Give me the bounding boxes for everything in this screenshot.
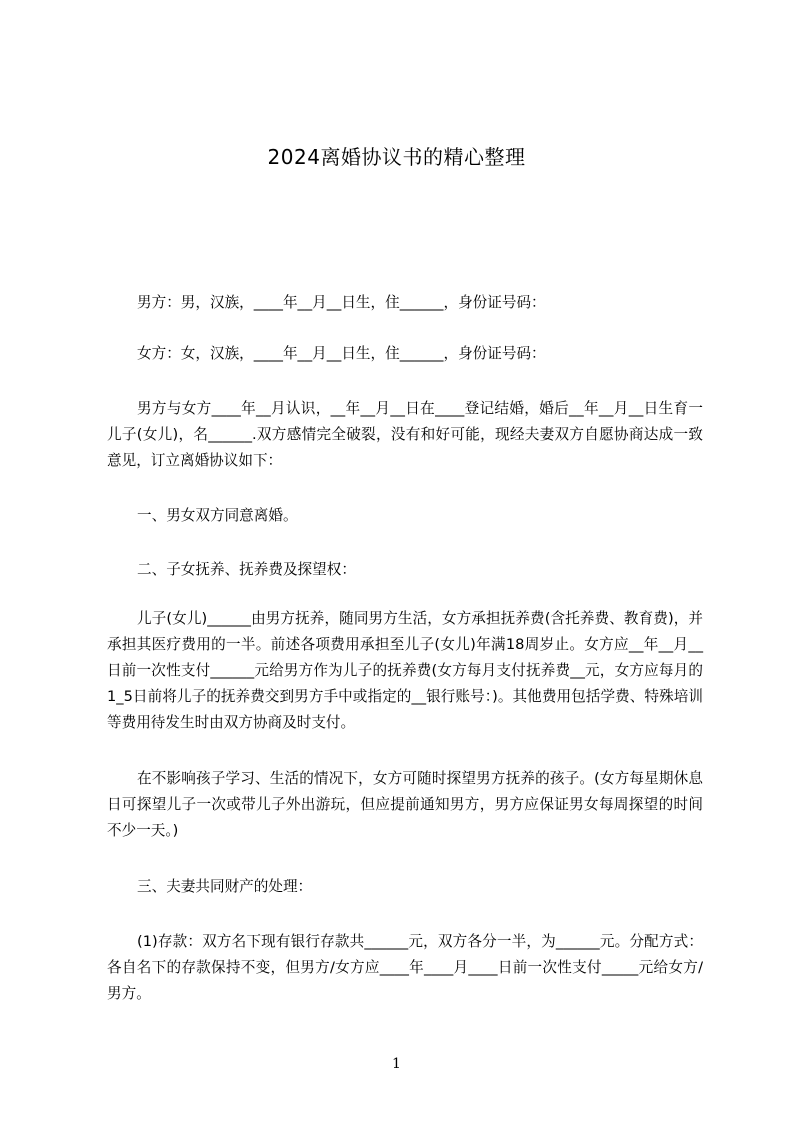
paragraph-savings-division: (1)存款：双方名下现有银行存款共______元，双方各分一半，为______元。分配方式：各自名下的存款保持不变，但男方/女方应____年____月____日前一次性支付_____元给女方/男方。 bbox=[107, 933, 703, 1002]
paragraph-marriage-background: 男方与女方____年__月认识，__年__月__日在____登记结婚，婚后__年__月__日生育一儿子(女儿)，名______.双方感情完全破裂，没有和好可能，现经夫妻双方自愿协商达成一致意见，订立离婚协议如下： bbox=[107, 400, 703, 469]
clause-2-heading: 二、子女抚养、抚养费及探望权： bbox=[137, 561, 356, 578]
paragraph-child-support: 儿子(女儿)______由男方抚养，随同男方生活，女方承担抚养费(含托养费、教育费)，并承担其医疗费用的一半。前述各项费用承担至儿子(女儿)年满18周岁止。女方应__年__月__日前一次性支付______元给男方作为儿子的抚养费(女方每月支付抚养费__元，女方应每月的1_5日前将儿子的抚养费交到男方手中或指定的__银行账号：)。其他费用包括学费、特殊培训等费用待发生时由双方协商及时支付。 bbox=[107, 610, 703, 731]
paragraph-male-party: 男方：男，汉族，____年__月__日生，住______，身份证号码： bbox=[137, 294, 546, 311]
clause-1-agree-divorce: 一、男女双方同意离婚。 bbox=[137, 507, 298, 524]
document-title: 2024离婚协议书的精心整理 bbox=[267, 145, 526, 169]
page-number: 1 bbox=[392, 1056, 401, 1072]
clause-3-heading: 三、夫妻共同财产的处理： bbox=[137, 878, 313, 895]
paragraph-female-party: 女方：女，汉族，____年__月__日生，住______，身份证号码： bbox=[137, 345, 546, 362]
paragraph-visitation: 在不影响孩子学习、生活的情况下，女方可随时探望男方抚养的孩子。(女方每星期休息日可探望儿子一次或带儿子外出游玩，但应提前通知男方，男方应保证男女每周探望的时间不少一天。) bbox=[107, 770, 703, 839]
